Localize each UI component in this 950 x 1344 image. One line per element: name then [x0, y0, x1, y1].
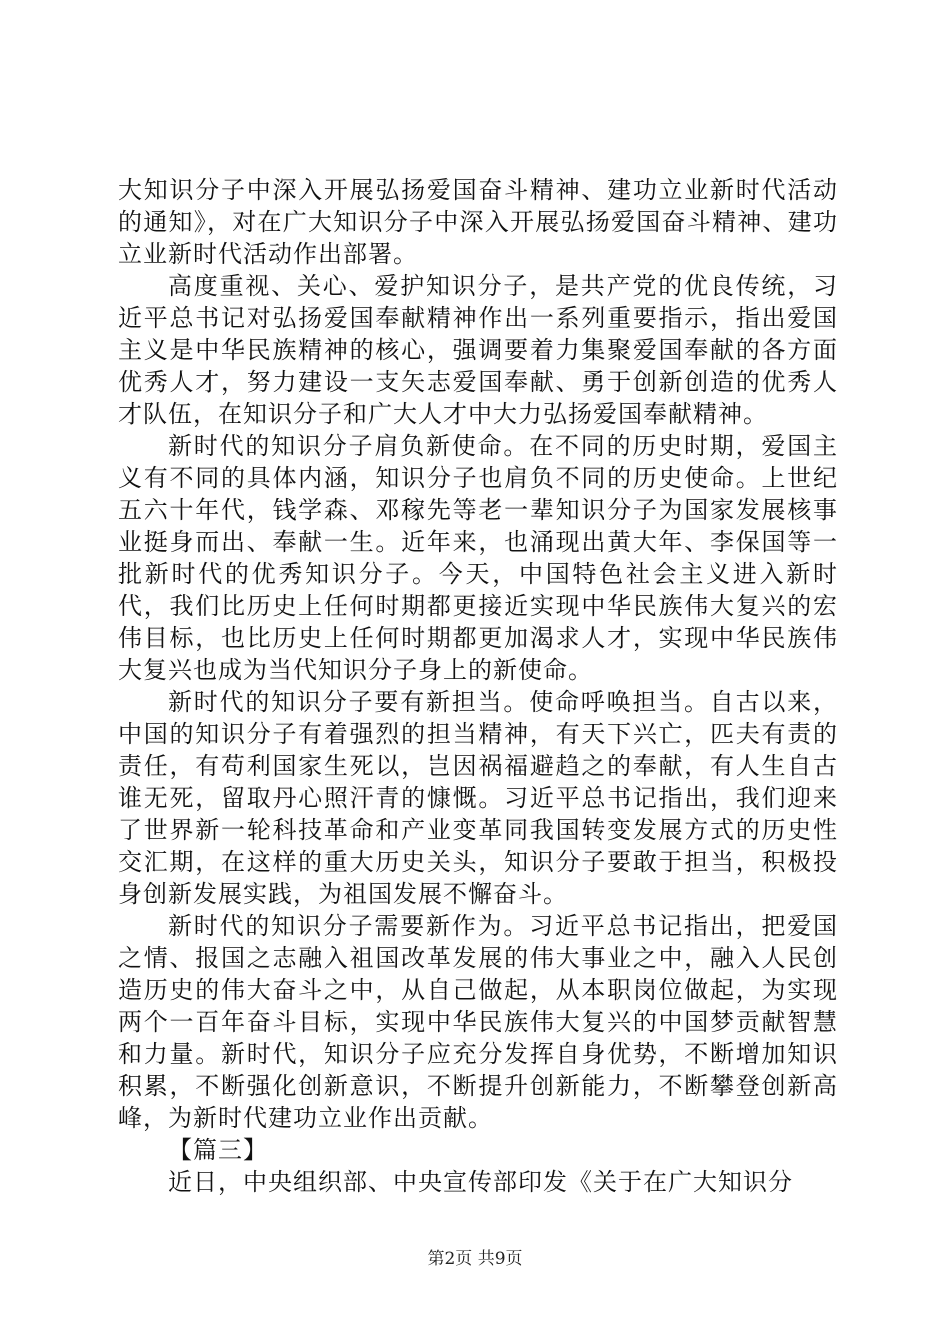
paragraph-last: 近日，中央组织部、中央宣传部印发《关于在广大知识分: [168, 1168, 793, 1196]
page-number-footer: 第2页 共9页: [427, 1249, 523, 1269]
paragraph-4: 新时代的知识分子需要新作为。习近平总书记指出，把爱国之情、报国之志融入祖国改革发展的伟大事业之中，融入人民创造历史的伟大奋斗之中，从自己做起，从本职岗位做起，为实现两个一百年奋斗目标，实现中华民族伟大复兴的中国梦贡献智慧和力量。新时代，知识分子应充分发挥自身优势，不断增加知识积累，不断强化创新意识，不断提升创新能力，不断攀登创新高峰，为新时代建功立业作出贡献。: [118, 912, 838, 1132]
paragraph-3: 新时代的知识分子要有新担当。使命呼唤担当。自古以来，中国的知识分子有着强烈的担当精神，有天下兴亡，匹夫有责的责任，有苟利国家生死以，岂因祸福避趋之的奉献，有人生自古谁无死，留取丹心照汗青的慷慨。习近平总书记指出，我们迎来了世界新一轮科技革命和产业变革同我国转变发展方式的历史性交汇期，在这样的重大历史关头，知识分子要敢于担当，积极投身创新发展实践，为祖国发展不懈奋斗。: [118, 688, 838, 908]
document-body: [118, 174, 838, 1198]
paragraph-0: 大知识分子中深入开展弘扬爱国奋斗精神、建功立业新时代活动的通知》，对在广大知识分子中深入开展弘扬爱国奋斗精神、建功立业新时代活动作出部署。: [118, 176, 838, 268]
section-heading: 【篇三】: [168, 1136, 268, 1164]
paragraph-2: 新时代的知识分子肩负新使命。在不同的历史时期，爱国主义有不同的具体内涵，知识分子也肩负不同的历史使命。上世纪五六十年代，钱学森、邓稼先等老一辈知识分子为国家发展核事业挺身而出、奉献一生。近年来，也涌现出黄大年、李保国等一批新时代的优秀知识分子。今天，中国特色社会主义进入新时代，我们比历史上任何时期都更接近实现中华民族伟大复兴的宏伟目标，也比历史上任何时期都更加渴求人才，实现中华民族伟大复兴也成为当代知识分子身上的新使命。: [118, 432, 838, 684]
paragraph-1: 高度重视、关心、爱护知识分子，是共产党的优良传统，习近平总书记对弘扬爱国奉献精神作出一系列重要指示，指出爱国主义是中华民族精神的核心，强调要着力集聚爱国奉献的各方面优秀人才，努力建设一支矢志爱国奉献、勇于创新创造的优秀人才队伍，在知识分子和广大人才中大力弘扬爱国奉献精神。: [118, 272, 838, 428]
